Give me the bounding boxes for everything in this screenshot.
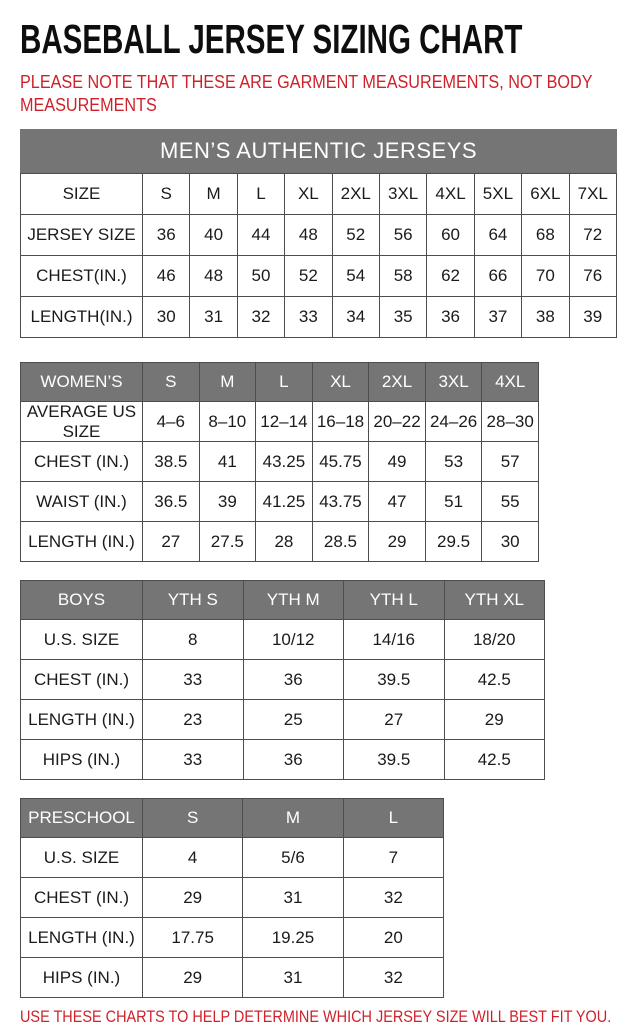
value-cell: 52 <box>285 256 332 297</box>
value-cell: 62 <box>427 256 474 297</box>
value-cell: 28–30 <box>482 402 539 442</box>
value-cell: 29 <box>143 958 243 998</box>
value-cell: 41 <box>199 442 256 482</box>
header-size-cell: L <box>343 799 443 838</box>
header-size-cell: 3XL <box>425 363 482 402</box>
value-cell: 29 <box>143 878 243 918</box>
value-cell: 14/16 <box>344 620 445 660</box>
value-cell: 51 <box>425 482 482 522</box>
value-cell: 39 <box>569 297 616 338</box>
value-cell: 25 <box>243 700 344 740</box>
value-cell: 33 <box>143 660 244 700</box>
table-row <box>21 215 617 256</box>
value-cell: 3XL <box>379 174 426 215</box>
value-cell: 44 <box>237 215 284 256</box>
table-row <box>21 918 444 958</box>
row-label-cell: LENGTH (IN.) <box>21 700 143 740</box>
row-label-cell: LENGTH(IN.) <box>21 297 143 338</box>
value-cell: M <box>190 174 237 215</box>
header-size-cell: S <box>143 363 200 402</box>
table-row <box>21 838 444 878</box>
fit-advice-note: USE THESE CHARTS TO HELP DETERMINE WHICH JERSEY SIZE WILL BEST FIT YOU. <box>20 1007 612 1024</box>
value-cell: 35 <box>379 297 426 338</box>
table-row <box>21 402 539 442</box>
row-label-cell: LENGTH (IN.) <box>21 522 143 562</box>
value-cell: 54 <box>332 256 379 297</box>
value-cell: 46 <box>143 256 190 297</box>
value-cell: 49 <box>369 442 426 482</box>
value-cell: 68 <box>522 215 569 256</box>
value-cell: 29 <box>444 700 545 740</box>
value-cell: 76 <box>569 256 616 297</box>
value-cell: 4XL <box>427 174 474 215</box>
row-label-cell: SIZE <box>21 174 143 215</box>
value-cell: 16–18 <box>312 402 369 442</box>
value-cell: 32 <box>343 878 443 918</box>
value-cell: 5/6 <box>243 838 343 878</box>
value-cell: 40 <box>190 215 237 256</box>
mens-authentic-jerseys-banner: MEN’S AUTHENTIC JERSEYS <box>20 129 617 173</box>
value-cell: 64 <box>474 215 521 256</box>
header-size-cell: L <box>256 363 313 402</box>
table-row <box>21 297 617 338</box>
value-cell: 57 <box>482 442 539 482</box>
value-cell: 27.5 <box>199 522 256 562</box>
table-row <box>21 660 545 700</box>
value-cell: 8–10 <box>199 402 256 442</box>
boys-sizing-table <box>20 580 545 780</box>
value-cell: S <box>143 174 190 215</box>
header-label-cell: BOYS <box>21 581 143 620</box>
header-size-cell: M <box>199 363 256 402</box>
value-cell: 39.5 <box>344 660 445 700</box>
value-cell: 45.75 <box>312 442 369 482</box>
value-cell: 20–22 <box>369 402 426 442</box>
table-header-row <box>21 363 539 402</box>
row-label-cell: WAIST (IN.) <box>21 482 143 522</box>
table-row <box>21 700 545 740</box>
value-cell: 23 <box>143 700 244 740</box>
value-cell: 29.5 <box>425 522 482 562</box>
table-row <box>21 482 539 522</box>
table-header-row <box>21 799 444 838</box>
value-cell: XL <box>285 174 332 215</box>
table-row <box>21 878 444 918</box>
value-cell: 5XL <box>474 174 521 215</box>
value-cell: 17.75 <box>143 918 243 958</box>
row-label-cell: JERSEY SIZE <box>21 215 143 256</box>
table-header-row <box>21 581 545 620</box>
header-size-cell: YTH XL <box>444 581 545 620</box>
value-cell: 28.5 <box>312 522 369 562</box>
value-cell: 66 <box>474 256 521 297</box>
value-cell: 39.5 <box>344 740 445 780</box>
row-label-cell: CHEST (IN.) <box>21 878 143 918</box>
value-cell: 36 <box>427 297 474 338</box>
table-row <box>21 256 617 297</box>
value-cell: 56 <box>379 215 426 256</box>
value-cell: 32 <box>237 297 284 338</box>
row-label-cell: CHEST (IN.) <box>21 660 143 700</box>
garment-measurement-note: PLEASE NOTE THAT THESE ARE GARMENT MEASUREMENTS, NOT BODY MEASUREMENTS <box>20 72 593 116</box>
value-cell: 39 <box>199 482 256 522</box>
header-size-cell: XL <box>312 363 369 402</box>
page-title: BASEBALL JERSEY SIZING CHART <box>20 16 523 62</box>
value-cell: 60 <box>427 215 474 256</box>
value-cell: 33 <box>143 740 244 780</box>
value-cell: 7XL <box>569 174 616 215</box>
value-cell: 30 <box>482 522 539 562</box>
value-cell: 53 <box>425 442 482 482</box>
header-size-cell: 4XL <box>482 363 539 402</box>
row-label-cell: CHEST(IN.) <box>21 256 143 297</box>
value-cell: 31 <box>190 297 237 338</box>
value-cell: 43.25 <box>256 442 313 482</box>
value-cell: 6XL <box>522 174 569 215</box>
value-cell: 27 <box>143 522 200 562</box>
row-label-cell: HIPS (IN.) <box>21 740 143 780</box>
value-cell: 27 <box>344 700 445 740</box>
value-cell: 41.25 <box>256 482 313 522</box>
womens-sizing-table <box>20 362 539 562</box>
value-cell: 36.5 <box>143 482 200 522</box>
value-cell: 10/12 <box>243 620 344 660</box>
header-size-cell: YTH M <box>243 581 344 620</box>
value-cell: 36 <box>243 740 344 780</box>
header-label-cell: WOMEN’S <box>21 363 143 402</box>
value-cell: 37 <box>474 297 521 338</box>
value-cell: 42.5 <box>444 660 545 700</box>
value-cell: 42.5 <box>444 740 545 780</box>
table-row <box>21 442 539 482</box>
value-cell: 50 <box>237 256 284 297</box>
value-cell: 47 <box>369 482 426 522</box>
header-label-cell: PRESCHOOL <box>21 799 143 838</box>
value-cell: 38.5 <box>143 442 200 482</box>
table-row <box>21 620 545 660</box>
value-cell: 55 <box>482 482 539 522</box>
value-cell: 33 <box>285 297 332 338</box>
value-cell: 48 <box>190 256 237 297</box>
value-cell: 2XL <box>332 174 379 215</box>
preschool-sizing-table <box>20 798 444 998</box>
value-cell: 19.25 <box>243 918 343 958</box>
row-label-cell: HIPS (IN.) <box>21 958 143 998</box>
value-cell: 28 <box>256 522 313 562</box>
value-cell: 36 <box>243 660 344 700</box>
value-cell: 72 <box>569 215 616 256</box>
value-cell: 4–6 <box>143 402 200 442</box>
value-cell: 29 <box>369 522 426 562</box>
value-cell: 30 <box>143 297 190 338</box>
row-label-cell: CHEST (IN.) <box>21 442 143 482</box>
value-cell: 31 <box>243 878 343 918</box>
value-cell: 70 <box>522 256 569 297</box>
value-cell: 12–14 <box>256 402 313 442</box>
value-cell: 34 <box>332 297 379 338</box>
table-row <box>21 740 545 780</box>
value-cell: 8 <box>143 620 244 660</box>
value-cell: 43.75 <box>312 482 369 522</box>
table-row <box>21 522 539 562</box>
value-cell: 36 <box>143 215 190 256</box>
row-label-cell: U.S. SIZE <box>21 620 143 660</box>
row-label-cell: AVERAGE US SIZE <box>21 402 143 442</box>
header-size-cell: M <box>243 799 343 838</box>
row-label-cell: U.S. SIZE <box>21 838 143 878</box>
mens-sizing-table <box>20 173 617 338</box>
header-size-cell: YTH S <box>143 581 244 620</box>
header-size-cell: YTH L <box>344 581 445 620</box>
header-size-cell: S <box>143 799 243 838</box>
value-cell: 32 <box>343 958 443 998</box>
value-cell: 38 <box>522 297 569 338</box>
row-label-cell: LENGTH (IN.) <box>21 918 143 958</box>
value-cell: 18/20 <box>444 620 545 660</box>
value-cell: 4 <box>143 838 243 878</box>
value-cell: 24–26 <box>425 402 482 442</box>
value-cell: 52 <box>332 215 379 256</box>
value-cell: 7 <box>343 838 443 878</box>
value-cell: L <box>237 174 284 215</box>
table-row <box>21 174 617 215</box>
value-cell: 20 <box>343 918 443 958</box>
table-row <box>21 958 444 998</box>
value-cell: 48 <box>285 215 332 256</box>
header-size-cell: 2XL <box>369 363 426 402</box>
value-cell: 58 <box>379 256 426 297</box>
value-cell: 31 <box>243 958 343 998</box>
